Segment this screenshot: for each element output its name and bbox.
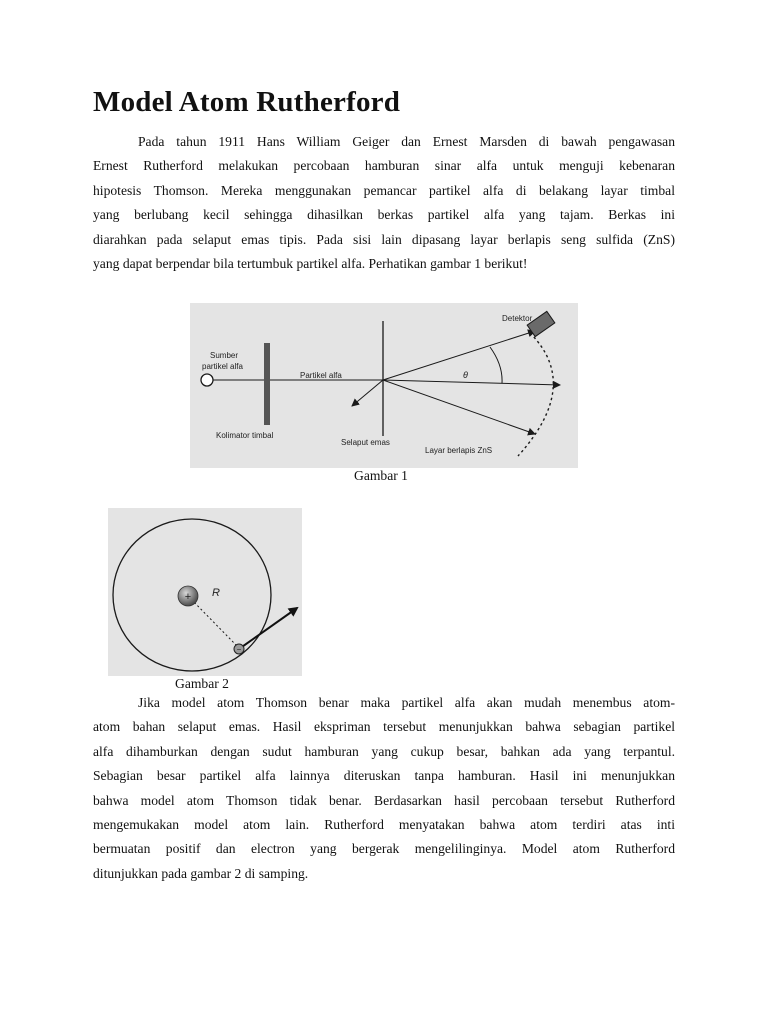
paragraph-line: Sebagian besar partikel alfa lainnya diteruskan tanpa hamburan. Hasil ini menunjukkan	[93, 768, 675, 784]
paragraph-line: ditunjukkan pada gambar 2 di samping.	[93, 865, 309, 881]
figure-atom-model	[108, 508, 302, 676]
paragraph-line: alfa dihamburkan dengan sudut hamburan yang cukup besar, bahkan ada yang terpantul.	[93, 743, 675, 759]
paragraph-line: yang dapat berpendar bila tertumbuk partikel alfa. Perhatikan gambar 1 berikut!	[93, 256, 528, 272]
label-radius: R	[212, 587, 220, 599]
conclusion-paragraph	[93, 691, 675, 886]
paragraph-line: Ernest Rutherford melakukan percobaan hamburan sinar alfa untuk menguji kebenaran	[93, 158, 675, 174]
intro-paragraph	[93, 130, 675, 276]
paragraph-line: Pada tahun 1911 Hans William Geiger dan Ernest Marsden di bawah pengawasan	[138, 134, 675, 149]
label-detector: Detektor	[502, 314, 533, 323]
atom-model-diagram	[108, 508, 302, 676]
label-angle: θ	[463, 370, 468, 380]
nucleus-charge: +	[184, 591, 192, 603]
label-source-1: Sumber	[210, 351, 239, 360]
paragraph-line: Jika model atom Thomson benar maka partikel alfa akan mudah menembus atom-	[138, 695, 675, 710]
paragraph-line: diarahkan pada selaput emas tipis. Pada sisi lain dipasang layar berlapis seng sulfida (ZnS)	[93, 231, 675, 247]
electron-charge: −	[236, 645, 242, 654]
figure-background	[108, 508, 302, 676]
figure1-caption: Gambar 1	[354, 468, 408, 483]
label-beam: Partikel alfa	[300, 371, 342, 380]
scattering-diagram	[190, 303, 578, 468]
figure-scattering-apparatus	[190, 303, 578, 468]
page-title: Model Atom Rutherford	[93, 86, 401, 118]
paragraph-line: mengemukakan model atom lain. Rutherford menyatakan bahwa atom terdiri atas inti	[93, 817, 675, 833]
figure2-caption: Gambar 2	[175, 676, 229, 691]
paragraph-line: atom bahan selaput emas. Hasil ekspriman tersebut menunjukkan bahwa sebagian partikel	[93, 719, 675, 735]
lead-collimator	[264, 343, 270, 425]
label-screen: Layar berlapis ZnS	[425, 446, 493, 455]
label-collimator: Kolimator timbal	[216, 431, 274, 440]
paragraph-line: yang berlubang kecil sehingga dihasilkan berkas partikel alfa yang tajam. Berkas ini	[93, 207, 675, 223]
label-foil: Selaput emas	[341, 438, 390, 447]
label-source-2: partikel alfa	[202, 362, 243, 371]
alpha-source	[201, 374, 213, 386]
paragraph-line: bahwa model atom Thomson tidak benar. Berdasarkan hasil percobaan tersebut Rutherford	[93, 792, 675, 808]
paragraph-line: hipotesis Thomson. Mereka menggunakan pemancar partikel alfa di belakang layar timbal	[93, 182, 675, 198]
paragraph-line: bermuatan positif dan electron yang bergerak mengelilinginya. Model atom Rutherford	[93, 841, 675, 857]
